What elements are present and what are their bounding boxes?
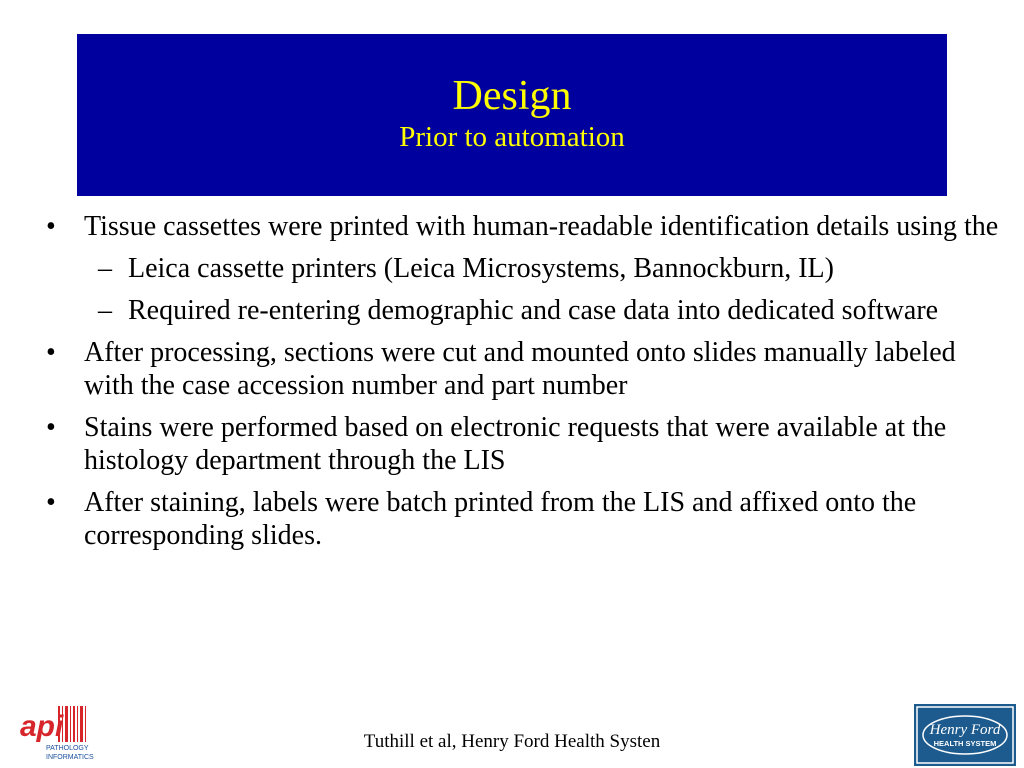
title-banner [77, 34, 947, 196]
api-logo-line1: PATHOLOGY [46, 745, 89, 752]
bullet-marker: • [46, 412, 56, 443]
sub-bullet-item [40, 294, 1000, 327]
slide-title: Design [452, 73, 572, 119]
bullet-item [40, 411, 1000, 477]
bullet-marker: • [46, 211, 56, 242]
bullet-item [40, 486, 1000, 552]
dash-marker: – [98, 253, 112, 284]
bullet-marker: • [46, 337, 56, 368]
bullet-text: Tissue cassettes were printed with human-readable identification details using the [84, 211, 999, 242]
sub-bullet-text: Required re-entering demographic and case data into dedicated software [128, 295, 939, 326]
bullet-item [40, 336, 1000, 402]
dash-marker: – [98, 295, 112, 326]
api-pathology-informatics-logo [18, 700, 98, 762]
bullet-item [40, 210, 1000, 243]
bullet-text: After staining, labels were batch printed from the LIS and affixed onto the corresponding slides. [84, 487, 917, 551]
bullet-marker: • [46, 487, 56, 518]
bullet-list [40, 210, 1000, 561]
footer-citation: Tuthill et al, Henry Ford Health Systen [363, 731, 661, 752]
api-logo-line2: INFORMATICS [46, 754, 94, 761]
slide-subtitle: Prior to automation [399, 121, 625, 153]
hf-logo-line2: HEALTH SYSTEM [933, 739, 997, 748]
bullet-text: Stains were performed based on electronic requests that were available at the histology department through the LIS [84, 412, 947, 476]
hf-logo-line1: Henry Ford [929, 722, 1001, 738]
henry-ford-health-system-logo [914, 704, 1016, 766]
api-logo-text: api [20, 710, 64, 743]
sub-bullet-text: Leica cassette printers (Leica Microsystems, Bannockburn, IL) [128, 253, 834, 284]
bullet-text: After processing, sections were cut and mounted onto slides manually labeled with the case accession number and part number [84, 337, 956, 401]
sub-bullet-item [40, 252, 1000, 285]
